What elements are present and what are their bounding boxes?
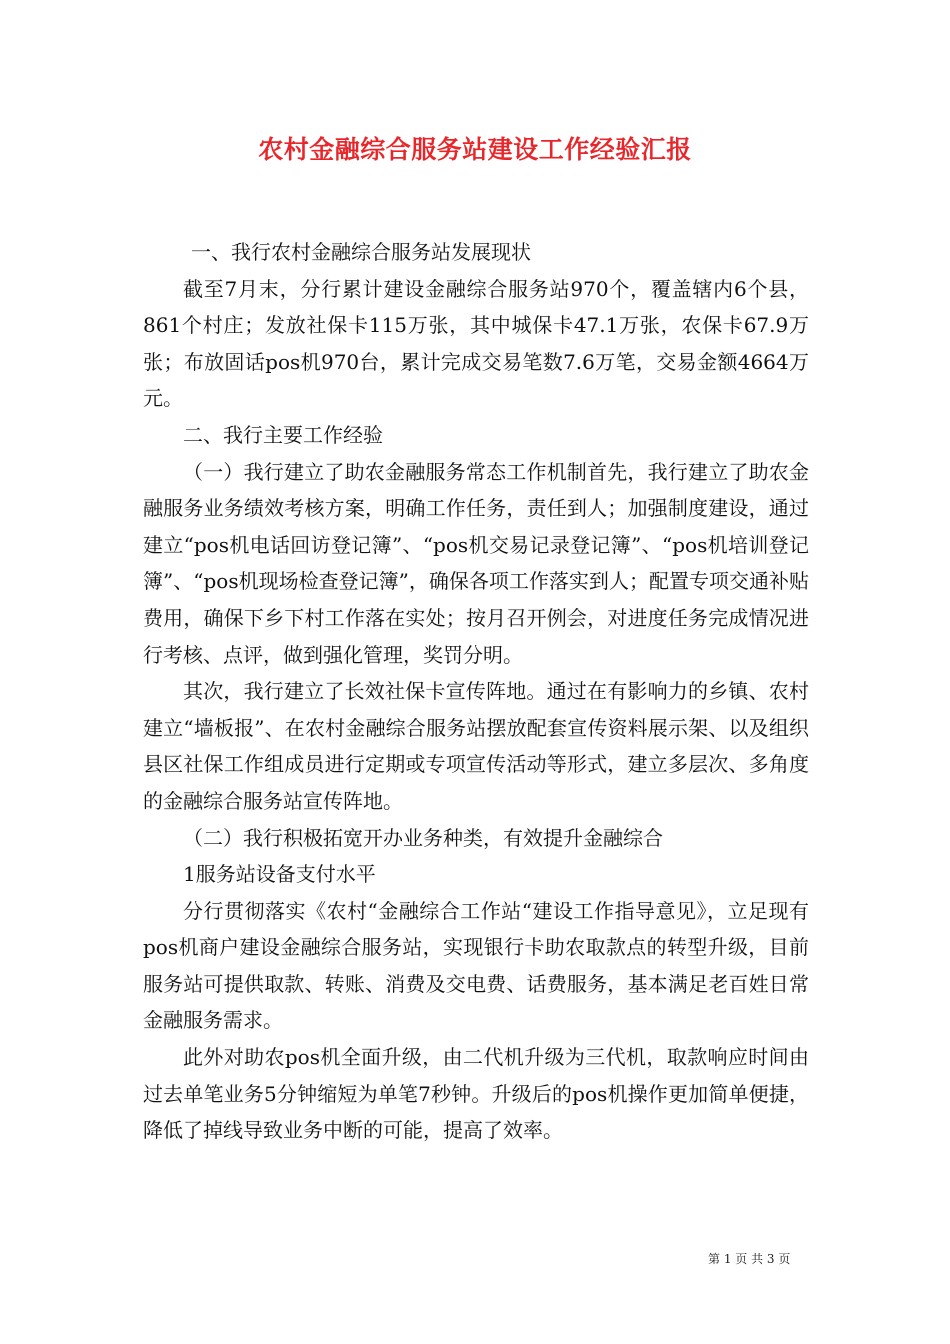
- section-heading-2: 二、我行主要工作经验: [183, 422, 383, 447]
- paragraph-implementation: 分行贯彻落实《农村“金融综合工作站“建设工作指导意见》，立足现有pos机商户建设金融综合服务站，实现银行卡助农取款点的转型升级，目前服务站可提供取款、转账、消费及交电费、话费服务，基本满足老百姓日常金融服务需求。: [143, 898, 809, 1033]
- document-body: [143, 234, 809, 1149]
- document-title: 农村金融综合服务站建设工作经验汇报: [258, 135, 692, 164]
- paragraph-mechanism: （一）我行建立了助农金融服务常态工作机制首先，我行建立了助农金融服务业务绩效考核方案，明确工作任务，责任到人；加强制度建设，通过建立“pos机电话回访登记簿”、“pos机交易记录登记簿”、“pos机培训登记簿”、“pos机现场检查登记簿”，确保各项工作落实到人；配置专项交通补贴费用，确保下乡下村工作落在实处；按月召开例会，对进度任务完成情况进行考核、点评，做到强化管理，奖罚分明。: [143, 459, 809, 667]
- paragraph-status: 截至7月末，分行累计建设金融综合服务站970个，覆盖辖内6个县，861个村庄；发放社保卡115万张，其中城保卡47.1万张，农保卡67.9万张；布放固话pos机970台，累计完成交易笔数7.6万笔，交易金额4664万元。: [143, 276, 809, 411]
- paragraph-publicity: 其次，我行建立了长效社保卡宣传阵地。通过在有影响力的乡镇、农村建立“墙板报”、在农村金融综合服务站摆放配套宣传资料展示架、以及组织县区社保工作组成员进行定期或专项宣传活动等形式，建立多层次、多角度的金融综合服务站宣传阵地。: [143, 679, 809, 813]
- page-number: 第 1 页 共 3 页: [708, 1252, 791, 1266]
- section-heading-1: 一、我行农村金融综合服务站发展现状: [191, 240, 531, 264]
- paragraph-upgrade: 此外对助农pos机全面升级，由二代机升级为三代机，取款响应时间由过去单笔业务5分钟缩短为单笔7秒钟。升级后的pos机操作更加简单便捷，降低了掉线导致业务中断的可能，提高了效率。: [143, 1045, 809, 1143]
- subsection-heading-2: （二）我行积极拓宽开办业务种类，有效提升金融综合: [183, 825, 663, 850]
- subsection-item-1: 1服务站设备支付水平: [183, 862, 376, 887]
